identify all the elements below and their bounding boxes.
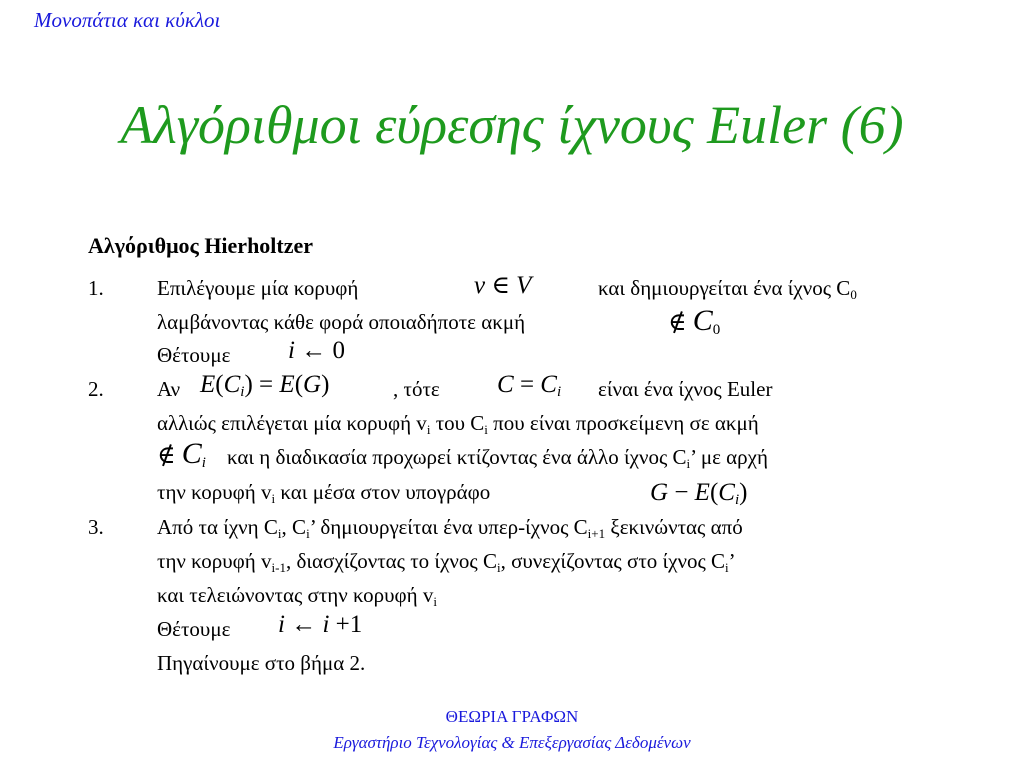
slide-title: Αλγόριθμοι εύρεσης ίχνους Euler (6) bbox=[120, 95, 904, 155]
header-topic: Μονοπάτια και κύκλοι bbox=[34, 8, 221, 32]
step-3-line-4: Θέτουμε bbox=[157, 617, 231, 641]
step-1-number: 1. bbox=[88, 276, 104, 300]
step-2-line-1b: είναι ένα ίχνος Euler bbox=[598, 377, 773, 401]
step-3-line-2: την κορυφή $v_{i-1}$, διασχίζοντας το ίχνος $C_i$, συνεχίζοντας στο ίχνος $C_i$’ bbox=[157, 549, 736, 575]
step-1-formula-notin-C0: ∉ $C_0$ bbox=[668, 304, 721, 338]
step-2-if: Αν bbox=[157, 377, 181, 401]
algorithm-heading: Αλγόριθμος Hierholtzer bbox=[88, 233, 314, 258]
step-1-formula-v-in-V: v ∈ V bbox=[474, 272, 532, 299]
step-2-line-2: αλλιώς επιλέγεται μία κορυφή $v_i$ του $C_i$ που είναι προσκείμενη σε ακμή bbox=[157, 411, 759, 437]
step-3-formula-i-assign-i-plus-1: i ← i +1 bbox=[278, 611, 363, 638]
step-1-line-1b: και δημιουργείται ένα ίχνος $C_0$ bbox=[598, 276, 857, 302]
step-3-line-1: Από τα ίχνη $C_i$, $C_i$’ δημιουργείται ένα υπερ-ίχνος $C_{i+1}$ ξεκινώντας από bbox=[157, 515, 743, 541]
step-3-number: 3. bbox=[88, 515, 104, 539]
step-1-line-2: λαμβάνοντας κάθε φορά οποιαδήποτε ακμή bbox=[157, 310, 526, 334]
footer-lab-name: Εργαστήριο Τεχνολογίας & Επεξεργασίας Δεδομένων bbox=[333, 733, 691, 752]
step-2-formula-ECi-eq-EG: $E(C_i) = E(G)$ bbox=[200, 371, 330, 400]
step-2-then: , τότε bbox=[393, 377, 440, 401]
step-3-line-5: Πηγαίνουμε στο βήμα 2. bbox=[157, 651, 366, 675]
step-2-line-3: και η διαδικασία προχωρεί κτίζοντας ένα άλλο ίχνος $C_i$’ με αρχή bbox=[227, 445, 768, 471]
step-1-line-1a: Επιλέγουμε μία κορυφή bbox=[157, 276, 359, 300]
step-2-line-4: την κορυφή $v_i$ και μέσα στον υπογράφο bbox=[157, 480, 491, 506]
step-2-formula-C-eq-Ci: $C = C_i$ bbox=[497, 371, 562, 400]
step-1-line-3: Θέτουμε bbox=[157, 343, 231, 367]
step-2-formula-notin-Ci: ∉ $C_i$ bbox=[157, 437, 206, 471]
step-1-formula-i-assign-0: i ← 0 bbox=[288, 337, 345, 364]
footer-course-name: ΘΕΩΡΙΑ ΓΡΑΦΩΝ bbox=[445, 707, 579, 726]
step-2-formula-G-minus-ECi: $G - E(C_i)$ bbox=[650, 479, 748, 508]
step-3-line-3: και τελειώνοντας στην κορυφή $v_i$ bbox=[157, 583, 437, 609]
step-2-number: 2. bbox=[88, 377, 104, 401]
